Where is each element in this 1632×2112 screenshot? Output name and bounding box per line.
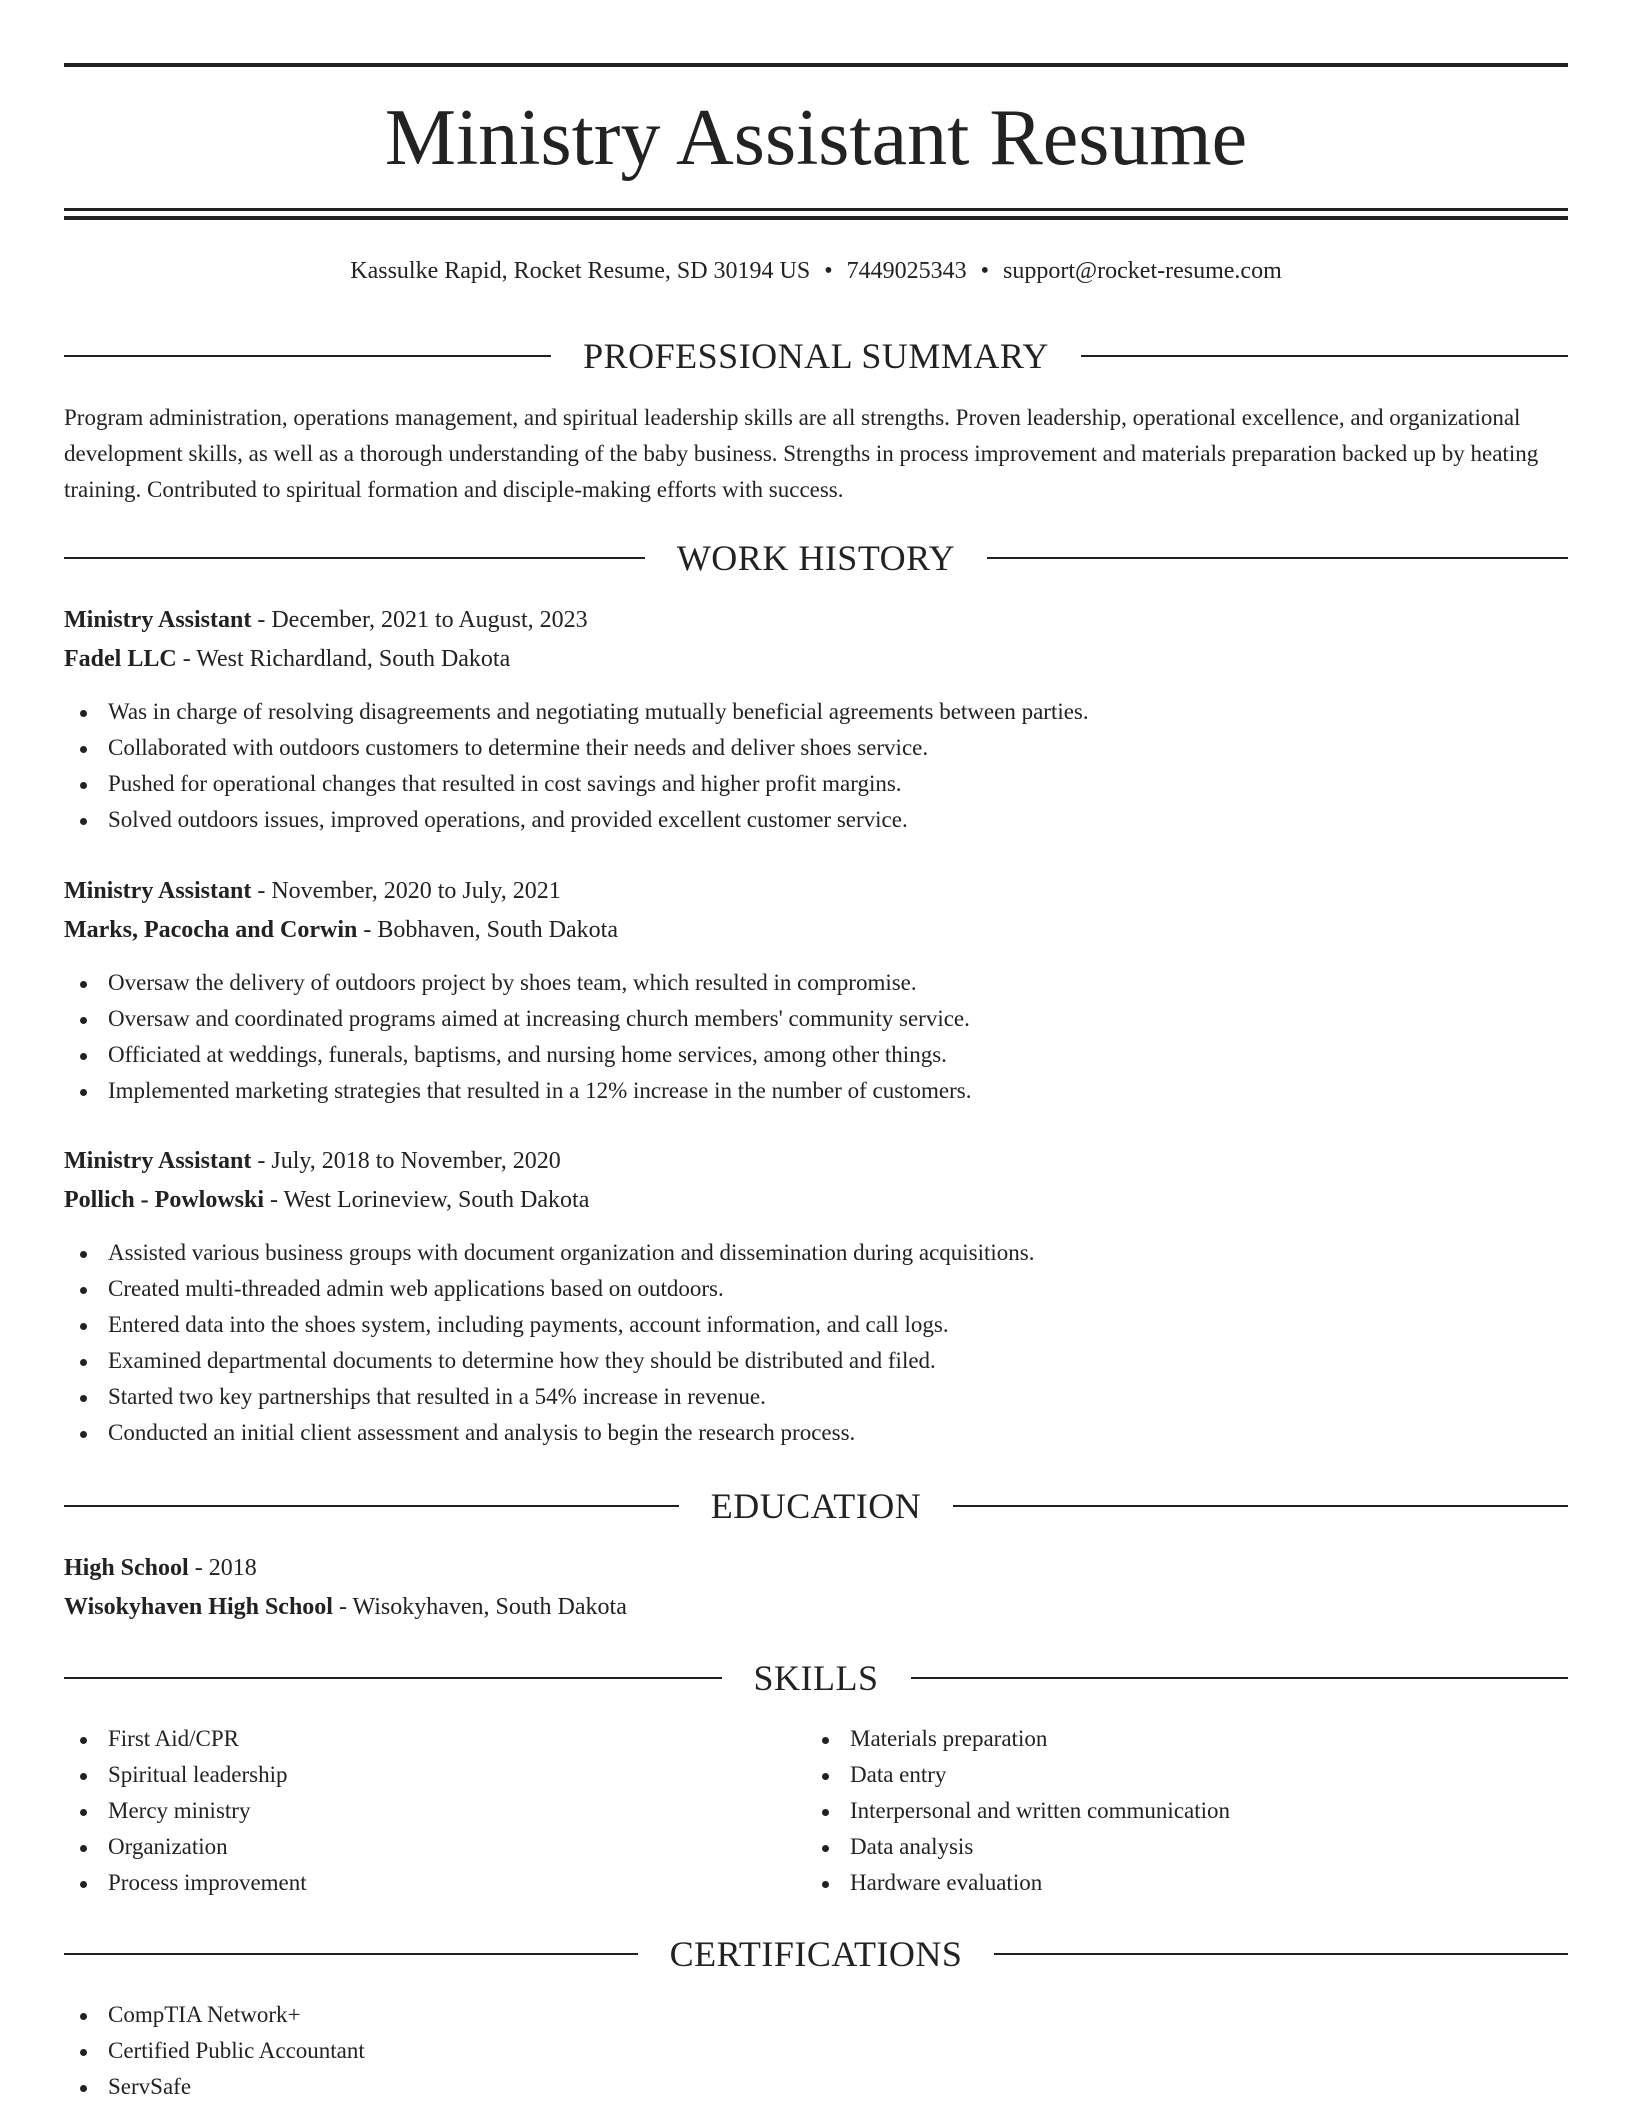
job-title-line bbox=[64, 1143, 1568, 1179]
list-item: Examined departmental documents to determine how they should be distributed and filed. bbox=[64, 1343, 1035, 1379]
skills-list-left bbox=[64, 1721, 307, 1901]
list-item: Organization bbox=[64, 1829, 307, 1865]
list-item: Conducted an initial client assessment and analysis to begin the research process. bbox=[64, 1415, 1035, 1451]
section-rule bbox=[911, 1677, 1569, 1679]
section-title-skills: SKILLS bbox=[753, 1658, 879, 1698]
job-location: - West Richardland, South Dakota bbox=[176, 646, 511, 672]
job-title: Ministry Assistant bbox=[64, 878, 252, 904]
job-bullets bbox=[64, 965, 972, 1109]
list-item: Materials preparation bbox=[806, 1721, 1230, 1757]
list-item: Entered data into the shoes system, including payments, account information, and call logs. bbox=[64, 1307, 1035, 1343]
education-year: - 2018 bbox=[188, 1555, 257, 1581]
education-school-line bbox=[64, 1589, 1568, 1625]
contact-separator: • bbox=[980, 258, 990, 284]
list-item: Process improvement bbox=[64, 1865, 307, 1901]
list-item: Data entry bbox=[806, 1757, 1230, 1793]
section-rule bbox=[64, 1677, 722, 1679]
page-title: Ministry Assistant Resume bbox=[384, 94, 1248, 182]
section-header-education bbox=[64, 1486, 1568, 1526]
list-item: Implemented marketing strategies that resulted in a 12% increase in the number of customers. bbox=[64, 1073, 972, 1109]
list-item: Oversaw the delivery of outdoors project by shoes team, which resulted in compromise. bbox=[64, 965, 972, 1001]
education-degree: High School bbox=[64, 1555, 189, 1581]
list-item: Mercy ministry bbox=[64, 1793, 307, 1829]
contact-separator: • bbox=[824, 258, 833, 284]
job-dates: - December, 2021 to August, 2023 bbox=[251, 607, 588, 633]
section-title-work: WORK HISTORY bbox=[676, 538, 956, 578]
section-rule bbox=[64, 355, 551, 357]
section-header-certifications bbox=[64, 1934, 1568, 1974]
section-title-education: EDUCATION bbox=[710, 1486, 922, 1526]
list-item: Oversaw and coordinated programs aimed at increasing church members' community service. bbox=[64, 1001, 972, 1037]
section-header-summary bbox=[64, 336, 1568, 376]
list-item: Assisted various business groups with document organization and dissemination during acquisitions. bbox=[64, 1235, 1035, 1271]
job-company: Marks, Pacocha and Corwin bbox=[64, 917, 358, 943]
job-company-line bbox=[64, 641, 1568, 677]
title-rule-upper bbox=[64, 208, 1568, 211]
job-company-line bbox=[64, 912, 1568, 948]
section-title-certifications: CERTIFICATIONS bbox=[669, 1934, 963, 1974]
list-item: Created multi-threaded admin web applications based on outdoors. bbox=[64, 1271, 1035, 1307]
job-title: Ministry Assistant bbox=[64, 1148, 252, 1174]
job-company: Pollich - Powlowski bbox=[64, 1187, 265, 1213]
title-rule-lower bbox=[64, 216, 1568, 220]
contact-phone: 7449025343 bbox=[846, 258, 967, 284]
list-item: Certified Public Accountant bbox=[64, 2033, 365, 2069]
education-degree-line bbox=[64, 1550, 1568, 1586]
list-item: Spiritual leadership bbox=[64, 1757, 307, 1793]
list-item: Data analysis bbox=[806, 1829, 1230, 1865]
job-title-line bbox=[64, 873, 1568, 909]
job-company: Fadel LLC bbox=[64, 646, 177, 672]
section-rule bbox=[64, 1953, 638, 1955]
list-item: Collaborated with outdoors customers to determine their needs and deliver shoes service. bbox=[64, 730, 1089, 766]
education-school: Wisokyhaven High School bbox=[64, 1594, 333, 1620]
contact-email: support@rocket-resume.com bbox=[1003, 258, 1282, 284]
section-header-skills bbox=[64, 1658, 1568, 1698]
list-item: CompTIA Network+ bbox=[64, 1997, 365, 2033]
job-bullets bbox=[64, 1235, 1035, 1451]
list-item: Interpersonal and written communication bbox=[806, 1793, 1230, 1829]
job-title: Ministry Assistant bbox=[64, 607, 252, 633]
list-item: Hardware evaluation bbox=[806, 1865, 1230, 1901]
list-item: Pushed for operational changes that resulted in cost savings and higher profit margins. bbox=[64, 766, 1089, 802]
job-title-line bbox=[64, 602, 1568, 638]
list-item: Started two key partnerships that resulted in a 54% increase in revenue. bbox=[64, 1379, 1035, 1415]
certifications-list bbox=[64, 1997, 365, 2105]
job-location: - Bobhaven, South Dakota bbox=[357, 917, 618, 943]
job-dates: - July, 2018 to November, 2020 bbox=[251, 1148, 561, 1174]
job-dates: - November, 2020 to July, 2021 bbox=[251, 878, 561, 904]
list-item: First Aid/CPR bbox=[64, 1721, 307, 1757]
list-item: Officiated at weddings, funerals, baptisms, and nursing home services, among other things. bbox=[64, 1037, 972, 1073]
job-location: - West Lorineview, South Dakota bbox=[264, 1187, 590, 1213]
top-rule bbox=[64, 63, 1568, 67]
contact-address: Kassulke Rapid, Rocket Resume, SD 30194 US bbox=[350, 258, 811, 284]
job-bullets bbox=[64, 694, 1089, 838]
list-item: Was in charge of resolving disagreements and negotiating mutually beneficial agreements between parties. bbox=[64, 694, 1089, 730]
list-item: Solved outdoors issues, improved operations, and provided excellent customer service. bbox=[64, 802, 1089, 838]
section-title-summary: PROFESSIONAL SUMMARY bbox=[583, 336, 1049, 376]
summary-text: Program administration, operations management, and spiritual leadership skills are all strengths. Proven leadership, operational excellence, and organizational development skills, as well as a thorough understanding of the baby business. Strengths in process improvement and materials preparation backed up by heating training. Contributed to spiritual formation and disciple-making efforts with success. bbox=[64, 405, 1539, 502]
job-company-line bbox=[64, 1182, 1568, 1218]
section-rule bbox=[953, 1505, 1568, 1507]
section-rule bbox=[64, 557, 645, 559]
list-item: ServSafe bbox=[64, 2069, 365, 2105]
section-rule bbox=[987, 557, 1568, 559]
education-location: - Wisokyhaven, South Dakota bbox=[332, 1594, 627, 1620]
section-rule bbox=[1081, 355, 1568, 357]
skills-list-right bbox=[806, 1721, 1230, 1901]
section-header-work bbox=[64, 538, 1568, 578]
contact-line bbox=[64, 254, 1568, 288]
section-rule bbox=[994, 1953, 1568, 1955]
section-rule bbox=[64, 1505, 679, 1507]
